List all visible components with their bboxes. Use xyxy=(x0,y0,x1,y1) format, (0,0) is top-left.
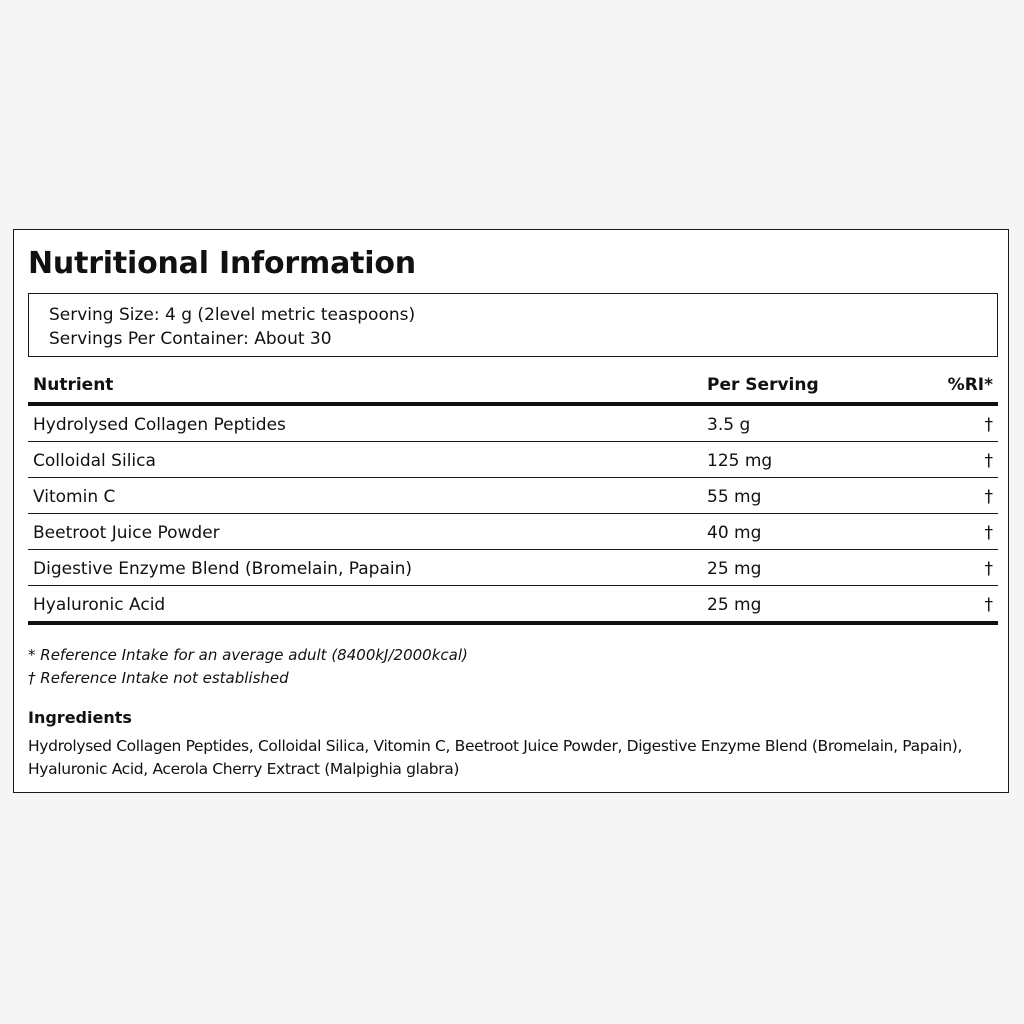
nutrient-name: Digestive Enzyme Blend (Bromelain, Papain) xyxy=(33,559,412,579)
table-row xyxy=(28,550,998,586)
table-header xyxy=(28,372,998,406)
nutrient-ri: † xyxy=(984,487,993,507)
nutrition-panel xyxy=(13,229,1009,793)
nutrient-amount: 25 mg xyxy=(707,559,762,579)
nutrient-name: Hyaluronic Acid xyxy=(33,595,166,615)
footnotes xyxy=(28,644,468,690)
nutrient-name: Colloidal Silica xyxy=(33,451,156,471)
nutrient-amount: 55 mg xyxy=(707,487,762,507)
nutrient-name: Vitomin C xyxy=(33,487,116,507)
serving-size: Serving Size: 4 g (2level metric teaspoons) xyxy=(49,305,416,325)
nutrient-amount: 3.5 g xyxy=(707,415,751,435)
nutrient-ri: † xyxy=(984,451,993,471)
nutrient-amount: 25 mg xyxy=(707,595,762,615)
table-row xyxy=(28,514,998,550)
nutrient-table xyxy=(28,372,998,625)
footnote-ri-average: * Reference Intake for an average adult (8400kJ/2000kcal) xyxy=(28,646,468,664)
servings-per-container: Servings Per Container: About 30 xyxy=(49,329,332,349)
panel-title: Nutritional Information xyxy=(28,246,416,281)
ingredients-list: Hydrolysed Collagen Peptides, Colloidal Silica, Vitomin C, Beetroot Juice Powder, Digestive Enzyme Blend (Bromelain, Papain), Hyaluronic Acid, Acerola Cherry Extract (Malpighia glabra) xyxy=(28,737,963,778)
table-row xyxy=(28,478,998,514)
table-row xyxy=(28,442,998,478)
ingredients-title: Ingredients xyxy=(28,708,132,727)
table-row xyxy=(28,586,998,625)
nutrient-ri: † xyxy=(984,559,993,579)
header-ri: %RI* xyxy=(947,375,993,395)
nutrient-ri: † xyxy=(984,595,993,615)
header-per-serving: Per Serving xyxy=(707,375,819,395)
table-row xyxy=(28,406,998,442)
footnote-ri-not-established: † Reference Intake not established xyxy=(28,669,289,687)
nutrient-amount: 125 mg xyxy=(707,451,773,471)
header-nutrient: Nutrient xyxy=(33,375,114,395)
nutrient-ri: † xyxy=(984,415,993,435)
serving-info-box xyxy=(28,293,998,357)
nutrient-ri: † xyxy=(984,523,993,543)
nutrient-amount: 40 mg xyxy=(707,523,762,543)
nutrient-name: Beetroot Juice Powder xyxy=(33,523,220,543)
nutrient-name: Hydrolysed Collagen Peptides xyxy=(33,415,286,435)
